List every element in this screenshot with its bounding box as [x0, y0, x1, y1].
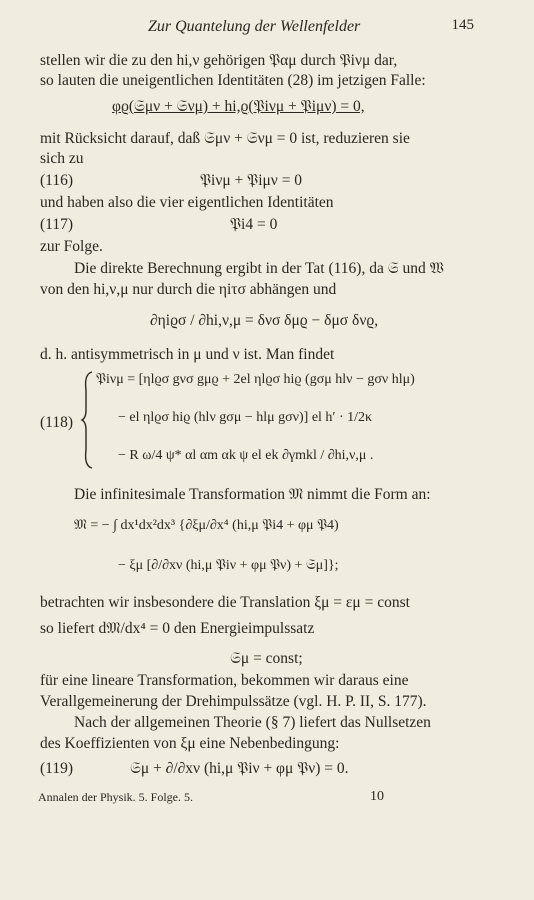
- paragraph-8: betrachten wir insbesondere die Translation ξμ = εμ = const: [40, 594, 410, 611]
- equation-119: 𝔖μ + ∂/∂xν (hi,μ 𝔓iν + φμ 𝔓ν) = 0.: [130, 760, 349, 777]
- paragraph-11-line-2: des Koeffizienten von ξμ eine Nebenbedingung:: [40, 735, 340, 752]
- paragraph-9: so liefert d𝔐/dx⁴ = 0 den Energieimpulssatz: [40, 620, 315, 637]
- equation-117: 𝔓i4 = 0: [230, 216, 278, 233]
- equation-116: 𝔓iνμ + 𝔓iμν = 0: [200, 172, 303, 189]
- page-number: 145: [451, 17, 474, 33]
- page-footer: [38, 790, 498, 810]
- paragraph-1-line-1: stellen wir die zu den hi,ν gehörigen 𝔓αμ durch 𝔓iνμ dar,: [40, 52, 398, 69]
- paragraph-11-line-1: Nach der allgemeinen Theorie (§ 7) liefert das Nullsetzen: [74, 714, 431, 731]
- equation-M-line-1: 𝔐 = − ∫ dx¹dx²dx³ {∂ξμ/∂x⁴ (hi,μ 𝔓i4 + φμ 𝔓4): [74, 518, 339, 533]
- signature-mark: 10: [370, 789, 384, 804]
- paragraph-2-line-1: mit Rücksicht darauf, daß 𝔖μν + 𝔖νμ = 0 ist, reduzieren sie: [40, 130, 410, 147]
- paragraph-6: d. h. antisymmetrisch in μ und ν ist. Man findet: [40, 346, 335, 363]
- equation-118-line-1: 𝔓iνμ = [ηlϱσ gνσ gμϱ + 2el ηlϱσ hiϱ (gσμ hlν − gσν hlμ): [96, 372, 415, 387]
- paragraph-1-line-2: so lauten die uneigentlichen Identitäten (28) im jetzigen Falle:: [40, 72, 426, 89]
- equation-M-line-2: − ξμ [∂/∂xν (hi,μ 𝔓iν + φμ 𝔓ν) + 𝔖μ]};: [118, 558, 339, 573]
- equation-const: 𝔖μ = const;: [230, 650, 303, 667]
- equation-identity: φϱ(𝔖μν + 𝔖νμ) + hi,ϱ(𝔓iνμ + 𝔓iμν) = 0,: [112, 98, 365, 115]
- equation-117-number: (117): [40, 216, 73, 233]
- paragraph-3: und haben also die vier eigentlichen Identitäten: [40, 194, 334, 211]
- left-brace-icon: [80, 370, 94, 470]
- paragraph-7: Die infinitesimale Transformation 𝔐 nimmt die Form an:: [74, 486, 431, 503]
- equation-118-line-2: − el ηlϱσ hiϱ (hlν gσμ − hlμ gσν)] el h′ · 1/2κ: [118, 410, 373, 425]
- equation-derivative: ∂ηiϱσ / ∂hi,ν,μ = δνσ δμϱ − δμσ δνϱ,: [150, 312, 379, 329]
- paragraph-5-line-2: von den hi,ν,μ nur durch die ηiτσ abhängen und: [40, 281, 337, 298]
- paragraph-10-line-1: für eine lineare Transformation, bekommen wir daraus eine: [40, 672, 409, 689]
- page-header: [0, 14, 534, 42]
- equation-119-number: (119): [40, 760, 73, 777]
- paragraph-4: zur Folge.: [40, 238, 103, 255]
- paragraph-2-line-2: sich zu: [40, 150, 84, 167]
- paragraph-10-line-2: Verallgemeinerung der Drehimpulssätze (vgl. H. P. II, S. 177).: [40, 693, 427, 710]
- paragraph-5-line-1: Die direkte Berechnung ergibt in der Tat (116), da 𝔖 und 𝔚: [74, 260, 444, 277]
- equation-118-number: (118): [40, 414, 73, 431]
- equation-118-line-3: − R ω/4 ψ* αl αm αk ψ el ek ∂γmkl / ∂hi,ν,μ .: [118, 448, 374, 463]
- running-title: Zur Quantelung der Wellenfelder: [148, 18, 361, 35]
- equation-116-number: (116): [40, 172, 73, 189]
- journal-footer: Annalen der Physik. 5. Folge. 5.: [38, 790, 193, 804]
